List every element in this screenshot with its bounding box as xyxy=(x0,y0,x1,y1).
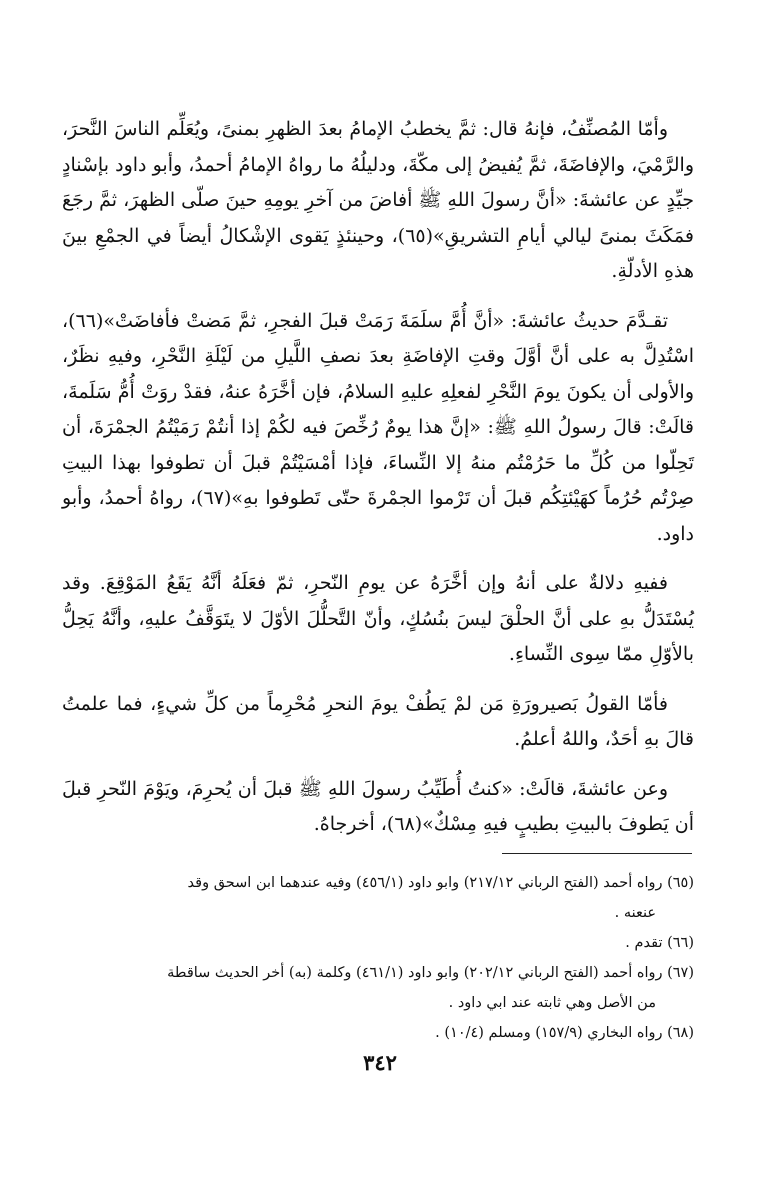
paragraph-2: تقـدَّمَ حديثُ عائشةَ: «أنَّ أُمَّ سلَمَةَ رَمَتْ قبلَ الفجرِ، ثمَّ مَضتْ فأفاضَتْ»(٦٦)، اسْتُدِلَّ به على أنَّ أوَّلَ وقتِ الإفاضَةِ بعدَ نصفِ اللَّيلِ من لَيْلَةِ النَّحْرِ، وفيهِ نظَرٌ، والأولى أن يكونَ يومَ النَّحْرِ لفعلِهِ عليهِ السلامُ، فإن أخَّرَهُ عنهُ، فقدْ روَتْ أُمُّ سَلَمةَ، قالَتْ: قالَ رسولُ اللهِ ﷺ: «إنَّ هذا يومٌ رُخِّصَ فيه لكُمْ إذا أنتُمْ رَمَيْتُمُ الجمْرَةَ، أن تَحِلّوا من كُلِّ ما حَرُمْتُم منهُ إلا النِّساءَ، فإذا أمْسَيْتُمْ قبلَ أن تطوفوا بهذا البيتِ صِرْتُم حُرُماً كهَيْئتِكُم قبلَ أن تَرْموا الجمْرةَ حتّى تَطوفوا بهِ»(٦٧)، رواهُ أحمدُ، وأبو داود. xyxy=(62,309,695,545)
paragraph-4: فأمّا القولُ بَصيرورَةِ مَن لمْ يَطُفْ يومَ النحرِ مُحْرِماً من كلِّ شيءٍ، فما علمتُ قالَ بهِ أحَدٌ، واللهُ أعلمُ. xyxy=(62,692,694,750)
paragraph-1: وأمّا المُصنِّفُ، فإنهُ قال: ثمَّ يخطبُ الإمامُ بعدَ الظهرِ بمنىً، ويُعَلِّم الناسَ النَّحرَ، والرَّمْيَ، والإفاضَةَ، ثمَّ يُفيضُ إلى مكّةَ، ودليلُهُ ما رواهُ الإمامُ أحمدُ، وأبو داود بإسْنادٍ جيِّدٍ عن عائشةَ: «أنَّ رسولَ اللهِ ﷺ أفاضَ من آخرِ يومِهِ حينَ صلّى الظهرَ، ثمَّ رجَعَ فمَكَثَ بمنىً ليالي أيامِ التشريقِ»(٦٥)، وحينئذٍ يَقوى الإشْكالُ أيضاً في الجمْعِ بينَ هذهِ الأدلّةِ. xyxy=(62,118,694,282)
footnote-65: (٦٥) رواه أحمد (الفتح الرباني ٢١٧/١٢) وابو داود (٤٥٦/١) وفيه عندهما ابن اسحق وقد xyxy=(187,875,694,891)
footnote-68: (٦٨) رواه البخاري (١٥٧/٩) ومسلم (١٠/٤) . xyxy=(435,1025,694,1041)
paragraph-5: وعن عائشةَ، قالَتْ: «كنتُ أُطَيِّبُ رسولَ اللهِ ﷺ قبلَ أن يُحرِمَ، ويَوْمَ النّحرِ قبلَ أن يَطوفَ بالبيتِ بطيبٍ فيهِ مِسْكٌ»(٦٨)، أخرجاهُ. xyxy=(62,777,694,835)
page-number: ٣٤٢ xyxy=(363,1050,397,1075)
main-text xyxy=(62,112,694,857)
footnote-67: (٦٧) رواه أحمد (الفتح الرباني ٢٠٢/١٢) وابو داود (٤٦١/١) وكلمة (به) أخر الحديث ساقطة xyxy=(167,965,694,981)
paragraph-3: ففيهِ دلالةٌ على أنهُ وإن أخَّرَهُ عن يومِ النّحرِ، ثمّ فعَلَهُ أنَّهُ يَقَعُ المَوْقِعَ. وقد يُسْتَدَلُّ بهِ على أنَّ الحلْقَ ليسَ بنُسُكٍ، وأنّ التَّحلُّلَ الأوّلَ لا يتَوَقَّفُ عليهِ، وأنَّهُ يَحِلُّ بالأوّلِ ممّا سِوى النِّساءِ. xyxy=(62,572,694,665)
footnote-66: (٦٦) تقدم . xyxy=(625,935,694,951)
footnote-divider xyxy=(502,853,692,854)
footnote-67-continuation: من الأصل وهي ثابته عند ابي داود . xyxy=(448,995,656,1011)
footnotes xyxy=(62,868,694,1048)
footnote-65-continuation: عنعنه . xyxy=(614,905,656,921)
